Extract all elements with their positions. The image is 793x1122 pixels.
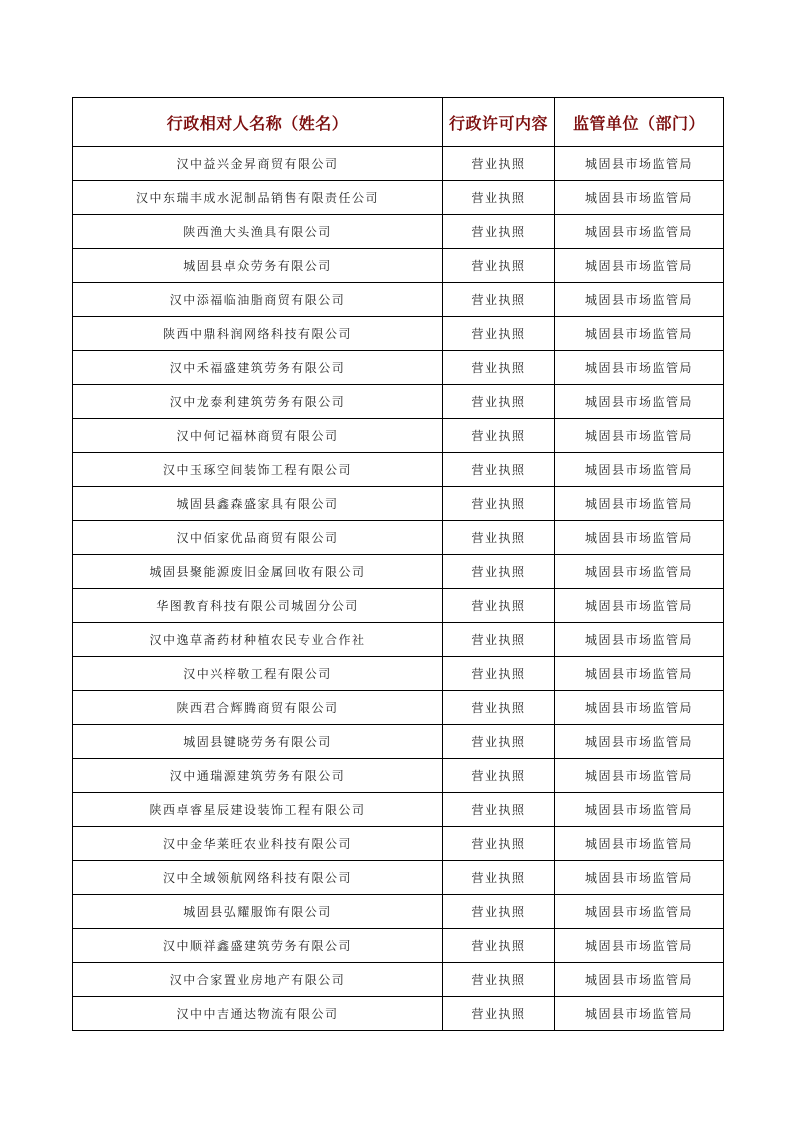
header-content-column: 行政许可内容: [443, 98, 555, 147]
table-row: [73, 351, 724, 385]
supervising-unit-cell: 城固县市场监管局: [555, 453, 724, 487]
permit-content-cell: 营业执照: [443, 623, 555, 657]
permit-content-cell: 营业执照: [443, 215, 555, 249]
supervising-unit-cell: 城固县市场监管局: [555, 759, 724, 793]
table-row: [73, 453, 724, 487]
table-row: [73, 827, 724, 861]
permit-content-cell: 营业执照: [443, 827, 555, 861]
table-row: [73, 725, 724, 759]
permit-content-cell: 营业执照: [443, 487, 555, 521]
permit-content-cell: 营业执照: [443, 725, 555, 759]
table-row: [73, 759, 724, 793]
supervising-unit-cell: 城固县市场监管局: [555, 895, 724, 929]
company-name-cell: 汉中顺祥鑫盛建筑劳务有限公司: [73, 929, 443, 963]
supervising-unit-cell: 城固县市场监管局: [555, 929, 724, 963]
company-name-cell: 汉中逸草斋药材种植农民专业合作社: [73, 623, 443, 657]
supervising-unit-cell: 城固县市场监管局: [555, 147, 724, 181]
supervising-unit-cell: 城固县市场监管局: [555, 963, 724, 997]
supervising-unit-cell: 城固县市场监管局: [555, 249, 724, 283]
permit-content-cell: 营业执照: [443, 385, 555, 419]
table-row: [73, 283, 724, 317]
company-name-cell: 汉中兴梓敬工程有限公司: [73, 657, 443, 691]
supervising-unit-cell: 城固县市场监管局: [555, 385, 724, 419]
permit-content-cell: 营业执照: [443, 555, 555, 589]
permit-content-cell: 营业执照: [443, 657, 555, 691]
supervising-unit-cell: 城固县市场监管局: [555, 861, 724, 895]
permit-content-cell: 营业执照: [443, 317, 555, 351]
supervising-unit-cell: 城固县市场监管局: [555, 691, 724, 725]
table-row: [73, 861, 724, 895]
permit-content-cell: 营业执照: [443, 759, 555, 793]
company-name-cell: 汉中益兴金昇商贸有限公司: [73, 147, 443, 181]
table-row: [73, 589, 724, 623]
permit-content-cell: 营业执照: [443, 861, 555, 895]
company-name-cell: 汉中添福临油脂商贸有限公司: [73, 283, 443, 317]
supervising-unit-cell: 城固县市场监管局: [555, 555, 724, 589]
company-name-cell: 汉中龙泰利建筑劳务有限公司: [73, 385, 443, 419]
table-row: [73, 487, 724, 521]
company-name-cell: 汉中通瑞源建筑劳务有限公司: [73, 759, 443, 793]
table-row: [73, 385, 724, 419]
supervising-unit-cell: 城固县市场监管局: [555, 521, 724, 555]
company-name-cell: 城固县聚能源废旧金属回收有限公司: [73, 555, 443, 589]
supervising-unit-cell: 城固县市场监管局: [555, 827, 724, 861]
company-name-cell: 华图教育科技有限公司城固分公司: [73, 589, 443, 623]
company-name-cell: 城固县卓众劳务有限公司: [73, 249, 443, 283]
company-name-cell: 汉中佰家优品商贸有限公司: [73, 521, 443, 555]
supervising-unit-cell: 城固县市场监管局: [555, 215, 724, 249]
table-body: [73, 147, 724, 1031]
company-name-cell: 陕西卓睿星辰建设装饰工程有限公司: [73, 793, 443, 827]
permit-content-cell: 营业执照: [443, 691, 555, 725]
company-name-cell: 陕西中鼎科润网络科技有限公司: [73, 317, 443, 351]
permit-content-cell: 营业执照: [443, 793, 555, 827]
table-row: [73, 555, 724, 589]
company-name-cell: 汉中东瑞丰成水泥制品销售有限责任公司: [73, 181, 443, 215]
supervising-unit-cell: 城固县市场监管局: [555, 351, 724, 385]
table-row: [73, 895, 724, 929]
supervising-unit-cell: 城固县市场监管局: [555, 997, 724, 1031]
company-name-cell: 汉中全域领航网络科技有限公司: [73, 861, 443, 895]
table-row: [73, 657, 724, 691]
company-name-cell: 陕西渔大头渔具有限公司: [73, 215, 443, 249]
table-row: [73, 691, 724, 725]
permit-content-cell: 营业执照: [443, 249, 555, 283]
supervising-unit-cell: 城固县市场监管局: [555, 419, 724, 453]
company-name-cell: 汉中何记福林商贸有限公司: [73, 419, 443, 453]
company-name-cell: 汉中禾福盛建筑劳务有限公司: [73, 351, 443, 385]
supervising-unit-cell: 城固县市场监管局: [555, 487, 724, 521]
company-name-cell: 汉中玉琢空间装饰工程有限公司: [73, 453, 443, 487]
table-row: [73, 997, 724, 1031]
permit-content-cell: 营业执照: [443, 963, 555, 997]
table-row: [73, 249, 724, 283]
table-row: [73, 215, 724, 249]
supervising-unit-cell: 城固县市场监管局: [555, 589, 724, 623]
permit-content-cell: 营业执照: [443, 521, 555, 555]
table-row: [73, 929, 724, 963]
table-row: [73, 963, 724, 997]
table-row: [73, 793, 724, 827]
permit-content-cell: 营业执照: [443, 589, 555, 623]
table-row: [73, 623, 724, 657]
permit-content-cell: 营业执照: [443, 929, 555, 963]
table-header: [73, 98, 724, 147]
permit-content-cell: 营业执照: [443, 997, 555, 1031]
table-row: [73, 147, 724, 181]
supervising-unit-cell: 城固县市场监管局: [555, 317, 724, 351]
permit-content-cell: 营业执照: [443, 895, 555, 929]
table-row: [73, 181, 724, 215]
supervising-unit-cell: 城固县市场监管局: [555, 283, 724, 317]
company-name-cell: 陕西君合辉腾商贸有限公司: [73, 691, 443, 725]
permit-table: [72, 97, 724, 1031]
header-unit-column: 监管单位（部门）: [555, 98, 724, 147]
header-name-column: 行政相对人名称（姓名）: [73, 98, 443, 147]
company-name-cell: 城固县弘耀服饰有限公司: [73, 895, 443, 929]
table-row: [73, 419, 724, 453]
company-name-cell: 城固县鑫森盛家具有限公司: [73, 487, 443, 521]
permit-content-cell: 营业执照: [443, 453, 555, 487]
company-name-cell: 汉中金华莱旺农业科技有限公司: [73, 827, 443, 861]
company-name-cell: 汉中合家置业房地产有限公司: [73, 963, 443, 997]
permit-content-cell: 营业执照: [443, 181, 555, 215]
header-row: [73, 98, 724, 147]
supervising-unit-cell: 城固县市场监管局: [555, 657, 724, 691]
permit-content-cell: 营业执照: [443, 419, 555, 453]
supervising-unit-cell: 城固县市场监管局: [555, 623, 724, 657]
permit-content-cell: 营业执照: [443, 283, 555, 317]
company-name-cell: 汉中中吉通达物流有限公司: [73, 997, 443, 1031]
table-row: [73, 317, 724, 351]
table-row: [73, 521, 724, 555]
company-name-cell: 城固县键晓劳务有限公司: [73, 725, 443, 759]
supervising-unit-cell: 城固县市场监管局: [555, 725, 724, 759]
supervising-unit-cell: 城固县市场监管局: [555, 793, 724, 827]
permit-content-cell: 营业执照: [443, 147, 555, 181]
supervising-unit-cell: 城固县市场监管局: [555, 181, 724, 215]
permit-content-cell: 营业执照: [443, 351, 555, 385]
